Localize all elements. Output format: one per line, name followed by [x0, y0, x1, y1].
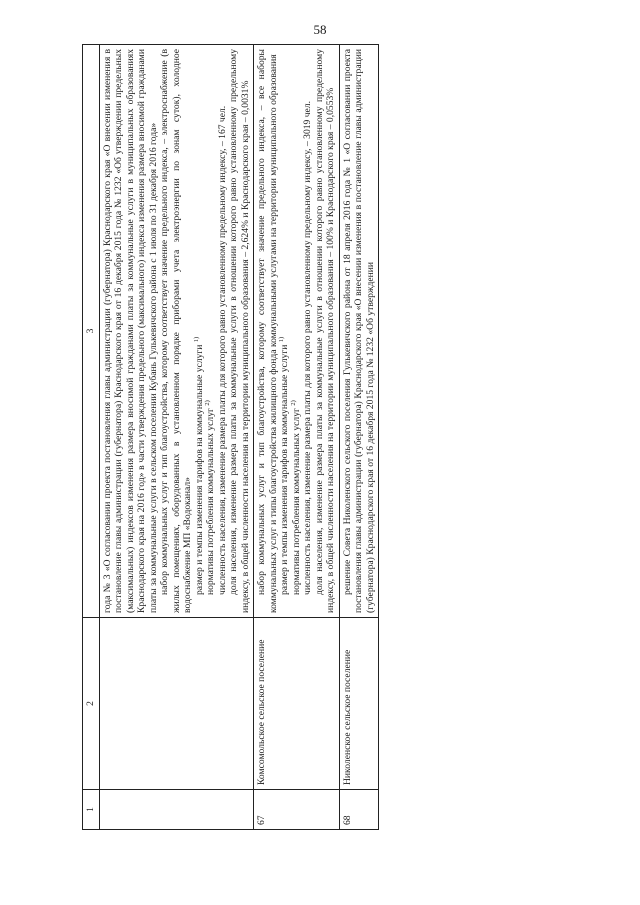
table-row	[339, 45, 379, 830]
header-col-1: 1	[83, 790, 100, 830]
footnote-marker: 2)	[289, 400, 297, 406]
details-paragraph	[194, 49, 206, 613]
details-paragraph	[217, 49, 229, 613]
row-number-cell: 67	[254, 790, 340, 830]
paragraph-text: доля населения, изменение размера платы за коммунальные услуги в отношении которого равно установленному предельному индексу, в общей численности населения на территории муниципального образования – 100% и Краснодарского края – 0,0553%	[313, 49, 336, 613]
details-paragraph	[228, 49, 251, 613]
header-col-3: 3	[83, 45, 100, 618]
details-paragraph	[159, 49, 194, 613]
paragraph-text: доля населения, изменение размера платы за коммунальные услуги в отношении которого равно установленному предельному индексу, в общей численности населения на территории муниципального образования – 2,624% и Краснодарского края – 0,0031%	[228, 49, 251, 613]
header-col-2: 2	[83, 618, 100, 790]
footnote-marker: 1)	[192, 336, 200, 343]
settlement-name-cell: Комсомольское сельское поселение	[254, 618, 340, 790]
row-number-cell: 68	[339, 790, 379, 830]
paragraph-text: размер и темпы изменения тарифов на коммунальные услуги	[279, 344, 290, 595]
details-paragraph	[279, 49, 291, 613]
footnote-marker: 1)	[277, 336, 285, 343]
paragraph-text: набор коммунальных услуг и тип благоустройства, которому соответствует значение предельного индекса, – все наборы коммунальных услуг и типы благоустройства жилищного фонда коммунальными услугами на территории муниципального образования	[256, 49, 279, 613]
table-header-row	[83, 45, 100, 830]
details-paragraph	[102, 49, 160, 613]
index-details-cell	[99, 45, 254, 618]
index-details-cell	[339, 45, 379, 618]
details-paragraph	[256, 49, 279, 613]
details-paragraph	[291, 49, 303, 613]
settlement-name-cell: Николенское сельское поселение	[339, 618, 379, 790]
paragraph-text: года № 3 «О согласовании проекта постановления главы администрации (губернатора) Краснодарского края «О внесении изменения в постановление главы администрации (губернатора) Краснодарского края от 16 декабря 2015 года № 1232 «Об утверждении предельных (максимальных) индексов изменения размера вносимой гражданами платы за коммунальные услуги в муниципальных образованиях Краснодарского края на 2016 год» в части утверждения предельного (максимального) индекса изменения размера вносимой гражданами платы за коммунальные услуги в сельском поселении Кубань Гулькевичского района с 1 июля по 31 декабря 2016 года»	[101, 49, 159, 613]
details-paragraph	[314, 49, 337, 613]
paragraph-text: нормативы потребления коммунальных услуг	[290, 408, 302, 595]
footnote-marker: 2)	[203, 400, 211, 406]
details-paragraph	[342, 49, 377, 613]
page-number: 58	[313, 22, 327, 37]
row-number-cell	[99, 790, 254, 830]
index-details-cell	[254, 45, 340, 618]
paragraph-text: набор коммунальных услуг и тип благоустройства, которому соответствует значение предельного индекса, – электроснабжение (в жилых помещениях, оборудованных в установленном порядке приборами учета электроэнергии по зонам суток), холодное водоснабжение МП «Водоканал»	[159, 49, 193, 613]
table-row	[254, 45, 340, 830]
paragraph-text: решение Совета Николенского сельского поселения Гулькевичского района от 18 апреля 2016 года № 1 «О согласовании проекта постановления главы администрации (губернатора) Краснодарского края «О внесении изменения в постановление главы администрации (губернатора) Краснодарского края от 16 декабря 2015 года № 1232 «Об утверждении	[341, 49, 376, 613]
municipal-index-table	[82, 44, 379, 830]
rotated-table-sheet	[82, 45, 602, 830]
settlement-name-cell	[99, 618, 254, 790]
paragraph-text: численность населения, изменение размера платы для которого равно установленному предельному индексу, – 167 чел.	[216, 105, 228, 595]
table-row	[99, 45, 254, 830]
paragraph-text: размер и темпы изменения тарифов на коммунальные услуги	[193, 344, 205, 595]
paragraph-text: численность населения, изменение размера платы для которого равно установленному предельному индексу, – 3019 чел.	[302, 101, 313, 595]
details-paragraph	[302, 49, 314, 613]
details-paragraph	[205, 49, 217, 613]
paragraph-text: нормативы потребления коммунальных услуг	[205, 408, 216, 595]
